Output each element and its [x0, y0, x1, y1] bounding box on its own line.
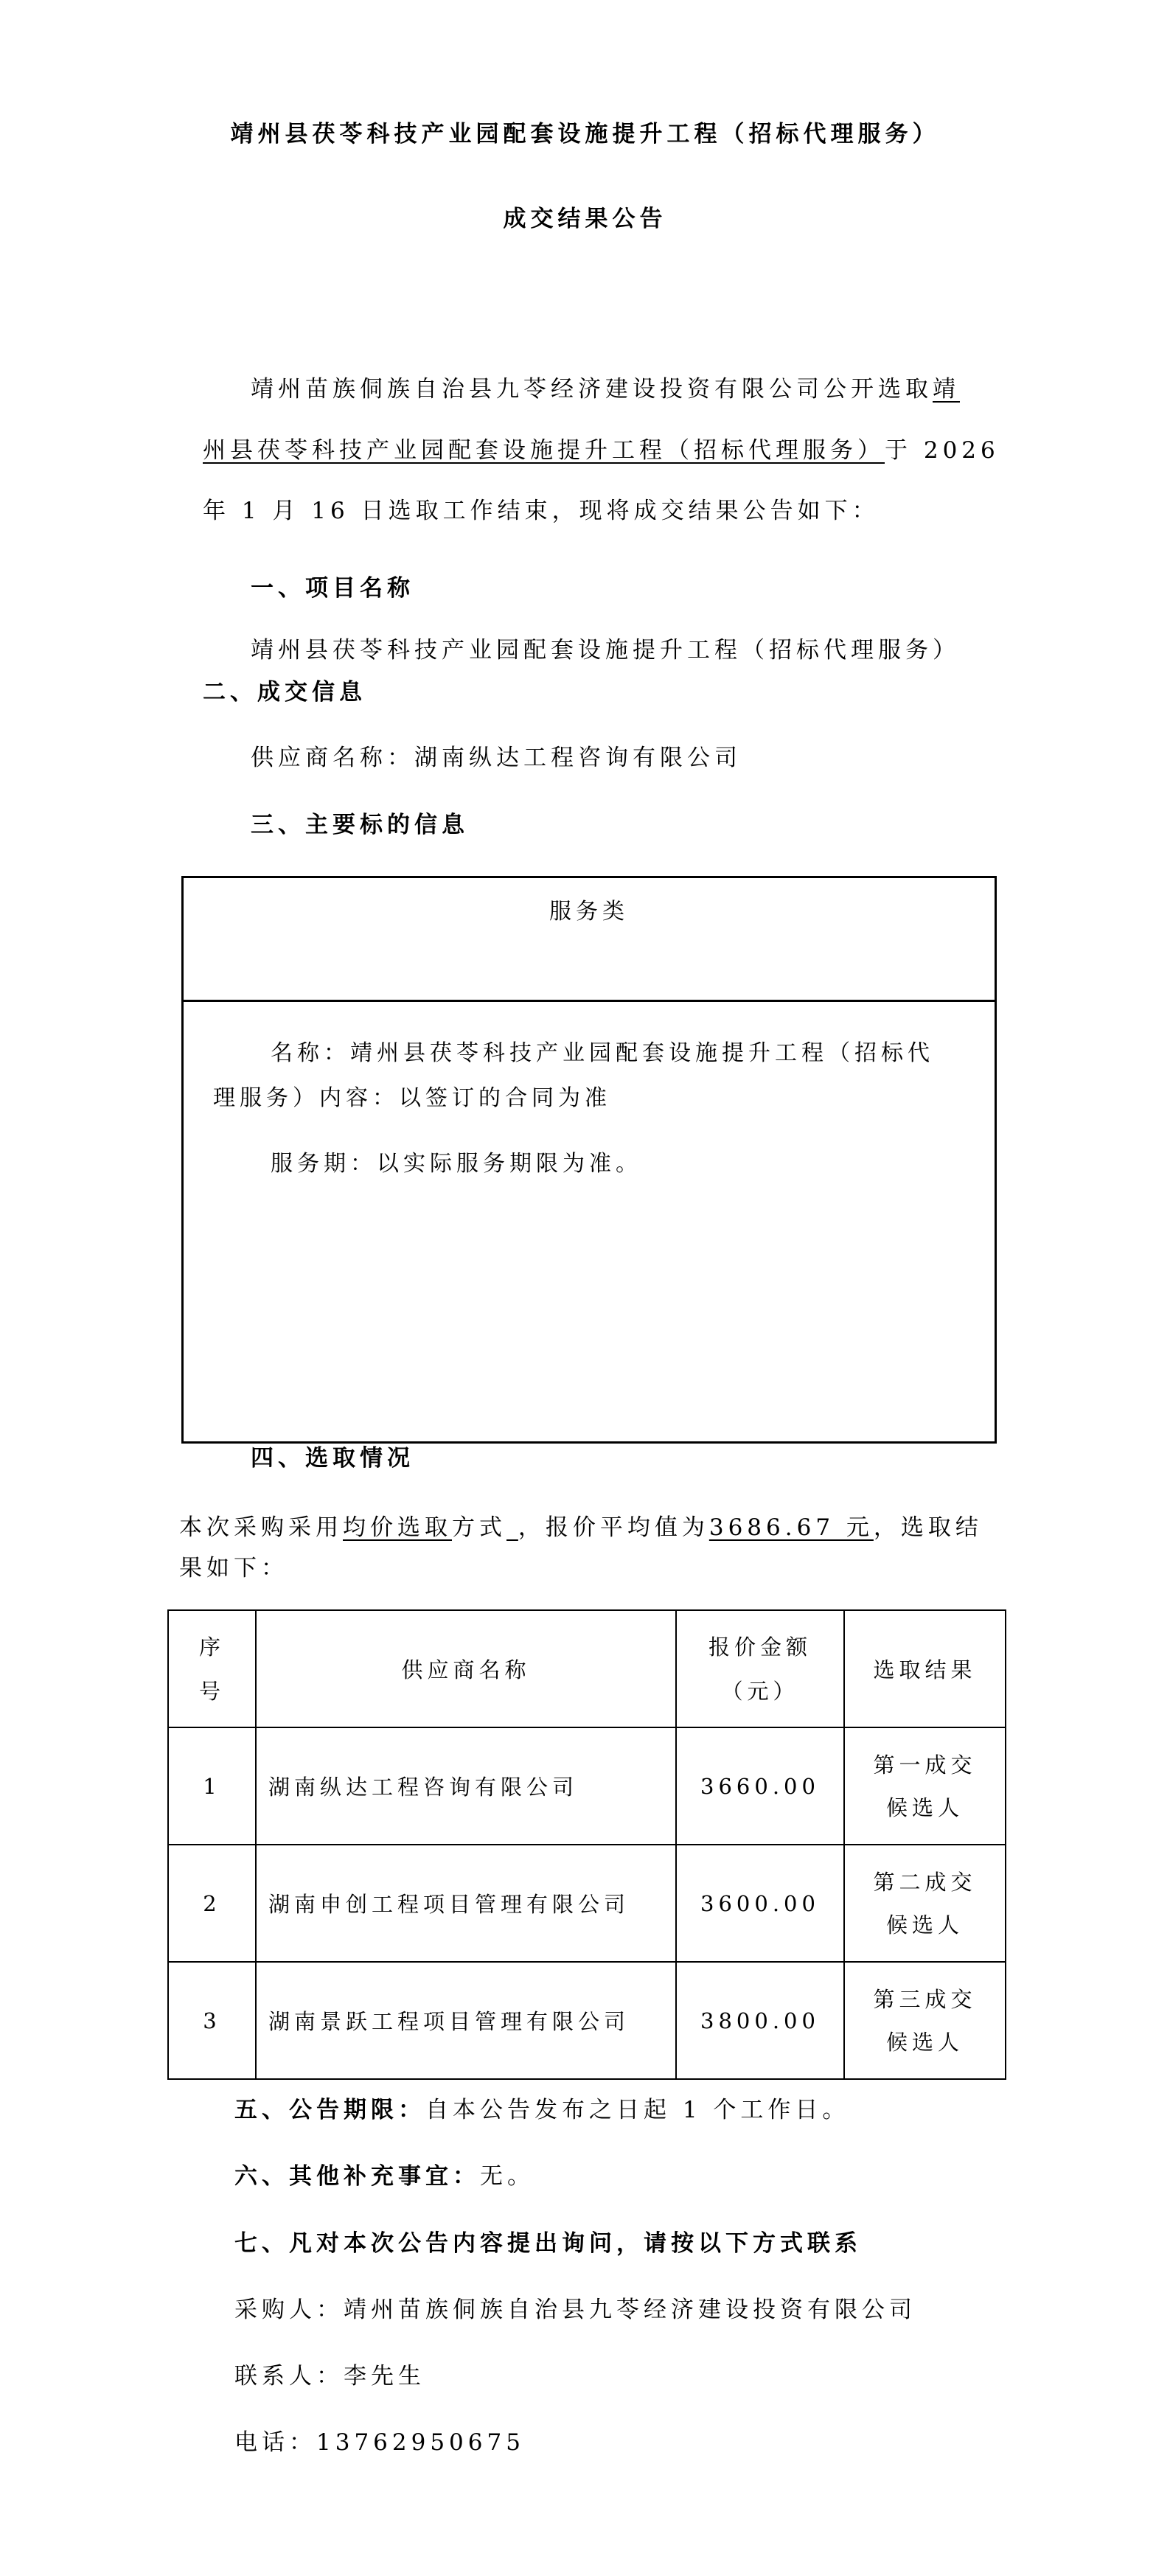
header-amount	[676, 1610, 844, 1727]
cell-amount: 3600.00	[676, 1845, 844, 1962]
cell-supplier: 湖南申创工程项目管理有限公司	[256, 1845, 676, 1962]
selection-desc-line-2: 果如下：	[179, 1555, 288, 1581]
cell-result	[844, 1962, 1006, 2079]
page-subtitle: 成交结果公告	[503, 206, 667, 232]
intro-line-3: 年 1 月 16 日选取工作结束，现将成交结果公告如下：	[203, 498, 880, 524]
table-row	[168, 1962, 1006, 2079]
service-info-box	[181, 876, 997, 1444]
cell-seq: 2	[168, 1845, 256, 1962]
cell-result	[844, 1727, 1006, 1845]
result-line-2: 候选人	[885, 2029, 964, 2055]
blank-field	[506, 1514, 518, 1541]
header-amount-line-1: 报价金额	[708, 1634, 812, 1660]
desc-text: ，选取结	[873, 1514, 983, 1541]
result-line-1: 第一成交	[873, 1752, 977, 1778]
box-divider	[184, 1000, 995, 1002]
section-4-heading: 四、选取情况	[251, 1445, 414, 1472]
section-5	[234, 2095, 849, 2125]
section-1-body: 靖州县茯苓科技产业园配套设施提升工程（招标代理服务）	[251, 637, 960, 664]
desc-text: ，报价平均值为	[518, 1514, 709, 1541]
result-line-2: 候选人	[885, 1795, 964, 1820]
table-row	[168, 1727, 1006, 1845]
header-seq	[168, 1610, 256, 1727]
intro-text: 于 2026	[885, 437, 1000, 464]
header-seq-line-2: 号	[198, 1678, 225, 1704]
service-name-line-2: 理服务）内容：以签订的合同为准	[213, 1085, 611, 1111]
project-name-link: 靖	[933, 376, 960, 403]
result-line-1: 第三成交	[873, 1986, 977, 2012]
section-7-heading: 七、凡对本次公告内容提出询问，请按以下方式联系	[234, 2230, 862, 2257]
supplier-line	[251, 743, 742, 773]
cell-supplier: 湖南纵达工程咨询有限公司	[256, 1727, 676, 1845]
contact-label: 联系人：	[234, 2363, 344, 2389]
contact-line	[234, 2361, 425, 2391]
table-header-row	[168, 1610, 1006, 1727]
cell-amount: 3660.00	[676, 1727, 844, 1845]
service-period: 服务期：以实际服务期限为准。	[271, 1151, 642, 1177]
supplier-label: 供应商名称：	[251, 745, 414, 771]
selection-desc-line-1	[179, 1513, 983, 1542]
phone-line	[234, 2428, 525, 2457]
phone-label: 电话：	[234, 2429, 316, 2456]
selection-results-table	[167, 1609, 1006, 2080]
service-category: 服务类	[549, 899, 629, 925]
header-amount-line-2: （元）	[721, 1678, 799, 1704]
cell-supplier: 湖南景跃工程项目管理有限公司	[256, 1962, 676, 2079]
header-seq-line-1: 序	[198, 1634, 225, 1660]
cell-seq: 1	[168, 1727, 256, 1845]
purchaser-label: 采购人：	[234, 2297, 344, 2323]
intro-line-2	[203, 436, 1000, 465]
section-6-body: 无。	[480, 2163, 534, 2190]
section-3-heading: 三、主要标的信息	[251, 812, 469, 838]
cell-amount: 3800.00	[676, 1962, 844, 2079]
purchaser-line	[234, 2295, 916, 2325]
page-title: 靖州县茯苓科技产业园配套设施提升工程（招标代理服务）	[230, 121, 940, 147]
section-6	[234, 2162, 534, 2191]
desc-text: 本次采购采用	[179, 1514, 343, 1541]
phone-value: 13762950675	[316, 2429, 525, 2456]
section-2-heading: 二、成交信息	[203, 679, 366, 706]
service-name-line-1: 名称：靖州县茯苓科技产业园配套设施提升工程（招标代	[271, 1040, 934, 1066]
supplier-value: 湖南纵达工程咨询有限公司	[414, 745, 742, 771]
project-name-link: 州县茯苓科技产业园配套设施提升工程（招标代理服务）	[203, 437, 885, 464]
average-price: 3686.67 元	[708, 1514, 874, 1541]
cell-seq: 3	[168, 1962, 256, 2079]
selection-method: 均价选取	[343, 1514, 452, 1541]
header-result: 选取结果	[844, 1610, 1006, 1727]
desc-text: 方式	[452, 1514, 506, 1541]
purchaser-value: 靖州苗族侗族自治县九苓经济建设投资有限公司	[344, 2297, 916, 2323]
section-5-body: 自本公告发布之日起 1 个工作日。	[425, 2097, 850, 2123]
section-1-heading: 一、项目名称	[251, 575, 414, 602]
cell-result	[844, 1845, 1006, 1962]
result-line-1: 第二成交	[873, 1869, 977, 1895]
result-line-2: 候选人	[885, 1912, 964, 1938]
intro-text: 靖州苗族侗族自治县九苓经济建设投资有限公司公开选取	[251, 376, 933, 403]
header-supplier: 供应商名称	[256, 1610, 676, 1727]
section-5-heading: 五、公告期限：	[234, 2097, 425, 2123]
contact-value: 李先生	[344, 2363, 425, 2389]
section-6-heading: 六、其他补充事宜：	[234, 2163, 480, 2190]
intro-line-1	[251, 375, 960, 404]
table-row	[168, 1845, 1006, 1962]
